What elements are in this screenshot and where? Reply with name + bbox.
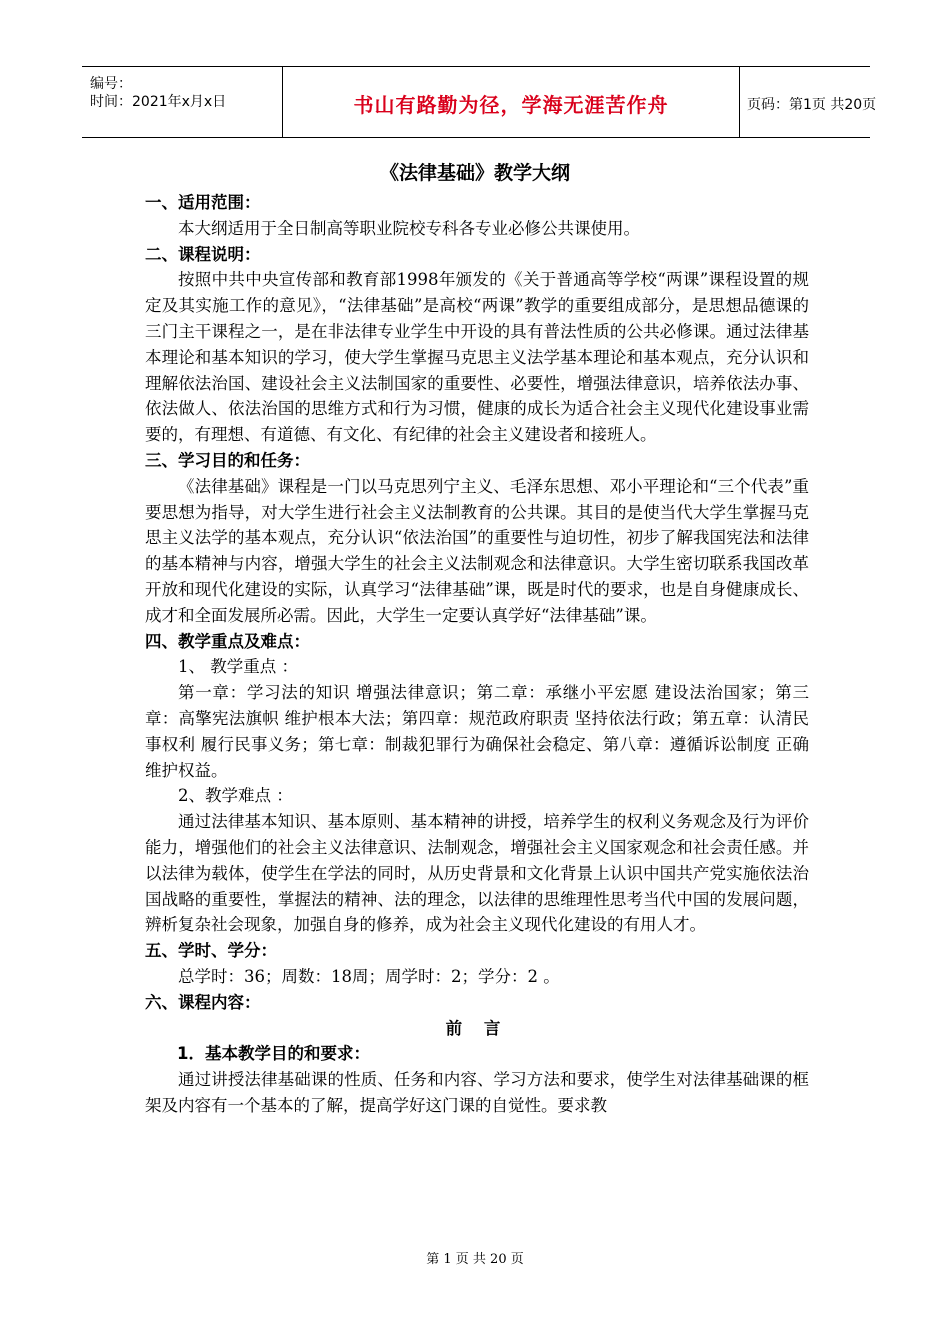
preface-paragraph: 通过讲授法律基础课的性质、任务和内容、学习方法和要求，使学生对法律基础课的框架及内容有一个基本的了解，提高学好这门课的自觉性。要求教: [145, 1070, 809, 1115]
header-page-cell: [739, 67, 877, 137]
difficult-points-label: 2、教学难点 ：: [178, 786, 293, 806]
section-paragraph: 《法律基础》课程是一门以马克思列宁主义、毛泽东思想、邓小平理论和“三个代表”重要思想为指导，对大学生进行社会主义法制教育的公共课。其目的是使当代大学生掌握马克思主义法学的基本观点，充分认识“依法治国”的重要性与迫切性，初步了解我国宪法和法律的基本精神与内容，增强大学生的社会主义法制观念和法律意识。大学生密切联系我国改革开放和现代化建设的实际，认真学习“法律基础”课，既是时代的要求，也是自身健康成长、成才和全面发展所必需。因此，大学生一定要认真学好“法律基础”课。: [145, 476, 809, 625]
header-left-cell: [82, 67, 282, 137]
section-heading: 一、适用范围：: [145, 193, 261, 212]
document-title: 《法律基础》教学大纲: [379, 162, 570, 184]
document-time-label: 时间：2021年x月x日: [90, 94, 227, 110]
header-page-label: 页码：第1页 共20页: [747, 97, 877, 113]
preface-heading: 前 言: [445, 1018, 509, 1038]
section-heading: 六、课程内容：: [145, 992, 261, 1012]
document-body: [145, 190, 809, 1119]
section-heading: 四、教学重点及难点：: [145, 631, 310, 651]
section-heading: 二、课程说明：: [145, 244, 261, 264]
key-points-label: 1、 教学重点 ：: [178, 657, 298, 677]
difficult-points-paragraph: 通过法律基本知识、基本原则、基本精神的讲授，培养学生的权利义务观念及行为评价能力，增强他们的社会主义法律意识、法制观念，增强社会主义国家观念和社会责任感。并以法律为载体，使学生在学法的同时，从历史背景和文化背景上认识中国共产党实施依法治国战略的重要性，掌握法的精神、法的理念，以法律的思维理性思考当代中国的发展问题，辨析复杂社会现象，加强自身的修养，成为社会主义现代化建设的有用人才。: [145, 812, 809, 935]
document-number-label: 编号：: [90, 76, 132, 92]
preface-subheading: 1．基本教学目的和要求：: [177, 1044, 370, 1064]
header-motto-cell: [282, 67, 740, 137]
section-paragraph: 总学时：36；周数：18周；周学时：2；学分：2 。: [178, 966, 560, 986]
key-points-paragraph: 第一章：学习法的知识 增强法律意识；第二章：承继小平宏愿 建设法治国家；第三章：高擎宪法旗帜 维护根本大法；第四章：规范政府职责 坚持依法行政；第五章：认清民事权利 履行民事义务；第七章：制裁犯罪行为确保社会稳定、第八章：遵循诉讼制度 正确维护权益。: [145, 683, 809, 780]
header-table: [82, 66, 877, 138]
page-footer: 第 1 页 共 20 页: [426, 1252, 524, 1267]
section-heading: 三、学习目的和任务：: [145, 450, 310, 470]
section-heading: 五、学时、学分：: [145, 941, 277, 961]
section-paragraph: 按照中共中央宣传部和教育部1998年颁发的《关于普通高等学校“两课”课程设置的规定及其实施工作的意见》，“法律基础”是高校“两课”教学的重要组成部分，是思想品德课的三门主干课程之一，是在非法律专业学生中开设的具有普法性质的公共必修课。通过法律基本理论和基本知识的学习，使大学生掌握马克思主义法学基本理论和基本观点，充分认识和理解依法治国、建设社会主义法制国家的重要性、必要性，增强法律意识，培养依法办事、依法做人、依法治国的思维方式和行为习惯，健康的成长为适合社会主义现代化建设事业需要的，有理想、有道德、有文化、有纪律的社会主义建设者和接班人。: [145, 270, 809, 445]
section-paragraph: 本大纲适用于全日制高等职业院校专科各专业必修公共课使用。: [178, 218, 640, 238]
header-motto: 书山有路勤为径，学海无涯苦作舟: [353, 93, 669, 117]
